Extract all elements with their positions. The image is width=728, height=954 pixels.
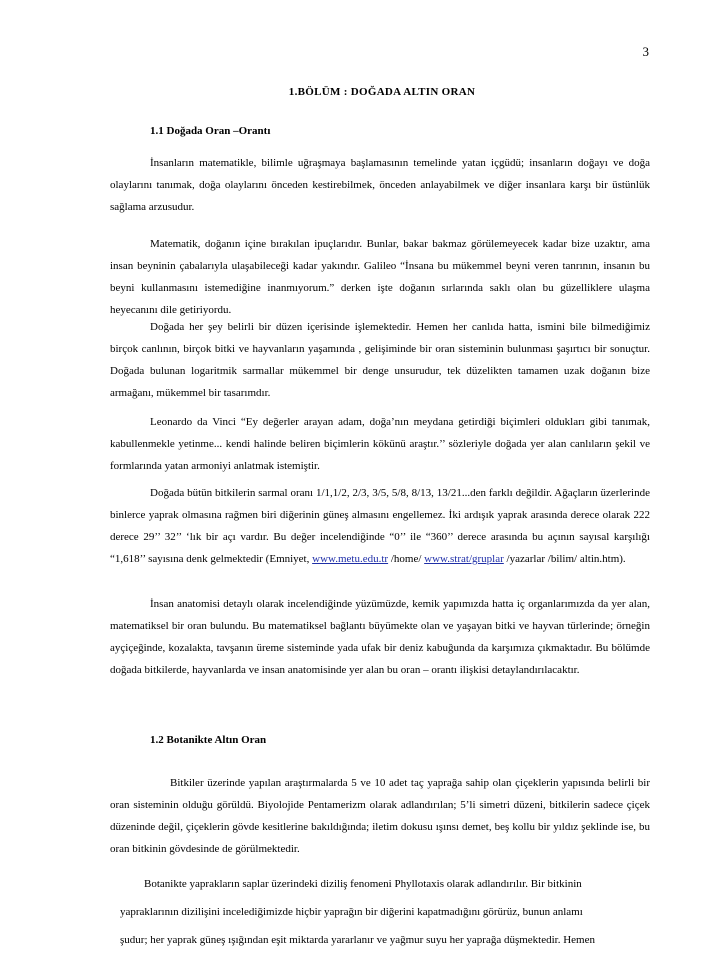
paragraph-5 [110, 482, 650, 570]
section-heading-1-2: 1.2 Botanikte Altın Oran [150, 734, 267, 746]
paragraph-8 [110, 870, 658, 954]
paragraph-5-mid: /home/ [388, 553, 425, 565]
strat-link[interactable]: www.strat/gruplar [424, 553, 504, 565]
paragraph-1: İnsanların matematikle, bilimle uğraşmaya başlamasının temelinde yatan içgüdü; insanların doğayı ve doğa olaylarını tanımak, doğa olaylarını önceden kestirebilmek, önceden anlayabilmek ve diğer insanlara karşı bir üstünlük sağlama arzusudur. [110, 157, 650, 213]
page-number: 3 [642, 44, 649, 59]
chapter-title: 1.BÖLÜM : DOĞADA ALTIN ORAN [288, 86, 476, 98]
paragraph-8-line-3: şudur; her yaprak güneş ışığından eşit miktarda yararlanır ve yağmur suyu her yaprağa düşmektedir. Hemen [120, 934, 595, 946]
paragraph-8-line-2: yapraklarının dizilişini incelediğimizde hiçbir yaprağın bir diğerini kapatmadığını görürüz, bunun anlamı [120, 906, 583, 918]
paragraph-2: Matematik, doğanın içine bırakılan ipuçlarıdır. Bunlar, bakar bakmaz görülemeyecek kadar bize uzaktır, ama insan beyninin çabalarıyla ulaşabileceği kadar yakındır. Galileo “İnsana bu mükemmel beyni veren tanrının, insanın bu beyni kullanmasını istemediğine inanmıyorum.” derken işte doğanın sırlarında saklı olan bu güzelliklere ulaşma heyecanını dile getiriyordu. [110, 238, 650, 316]
section-heading-1-1: 1.1 Doğada Oran –Orantı [150, 125, 271, 137]
paragraph-8-line-1: Botanikte yaprakların saplar üzerindeki diziliş fenomeni Phyllotaxis olarak adlandırılır. Bir bitkinin [144, 878, 582, 890]
paragraph-3: Doğada her şey belirli bir düzen içerisinde işlemektedir. Hemen her canlıda hatta, ismini bile bilmediğimiz birçok canlının, birçok bitki ve hayvanların yaşamında , gelişiminde bir oran sisteminin bulunması şaşırtıcı bir sonuçtur. Doğada bulunan logaritmik sarmallar mükemmel bir denge unsurudur, tek düzelikten tamamen uzak doğanın bize armağanı, mükemmel bir tasarımdır. [110, 321, 650, 399]
paragraph-6: İnsan anatomisi detaylı olarak incelendiğinde yüzümüzde, kemik yapımızda hatta iç organlarımızda da yer alan, matematiksel bir oran bulundu. Bu matematiksel bağlantı büyümekte olan ve yaşayan bitki ve hayvan türlerinde; örneğin ayçiçeğinde, kozalakta, tavşanın üreme sisteminde yada ufak bir deniz kabuğunda da karşımıza çıkmaktadır. Bu bölümde doğada bitkilerde, hayvanlarda ve insan anatomisinde yer alan bu oran – orantı ilişkisi detaylandırılacaktır. [110, 598, 650, 676]
paragraph-5-text: Doğada bütün bitkilerin sarmal oranı 1/1,1/2, 2/3, 3/5, 5/8, 8/13, 13/21...den farklı değildir. Ağaçların üzerlerinde binlerce yaprak olmasına rağmen biri diğerinin güneş almasını engellemez. İki ardışık yaprak arasında derece olarak 222 derece 29’’ 32’’ ‘lık bir açı vardır. Bu değer incelendiğinde “0’’ ile “360’’ derece arasında bu açının sayısal karşılığı “1,618’’ sayısına denk gelmektedir (Emniyet, [110, 487, 650, 565]
paragraph-4: Leonardo da Vinci “Ey değerler arayan adam, doğa’nın meydana getirdiği biçimleri oldukları gibi tanımak, kabullenmekle yetinme... kendi halinde beliren biçimlerin kökünü araştır.’’ sözleriyle doğada yer alan canlıların şekil ve formlarında yatan armoniyi anlatmak istemiştir. [110, 416, 650, 472]
paragraph-7: Bitkiler üzerinde yapılan araştırmalarda 5 ve 10 adet taç yaprağa sahip olan çiçeklerin yapısında belirli bir oran sisteminin olduğu görüldü. Biyolojide Pentamerizm olarak adlandırılan; 5’li simetri düzeni, bitkilerin sadece çiçek düzeninde değil, çiçeklerin gövde kesitlerine bakıldığında; iletim dokusu ışınsı demet, beş kollu bir yıldız şeklinde ise, bu oran bitkinin gövdesinde de görülmektedir. [110, 777, 650, 855]
paragraph-5-end: /yazarlar /bilim/ altin.htm). [503, 553, 626, 565]
metu-link[interactable]: www.metu.edu.tr [312, 553, 389, 565]
